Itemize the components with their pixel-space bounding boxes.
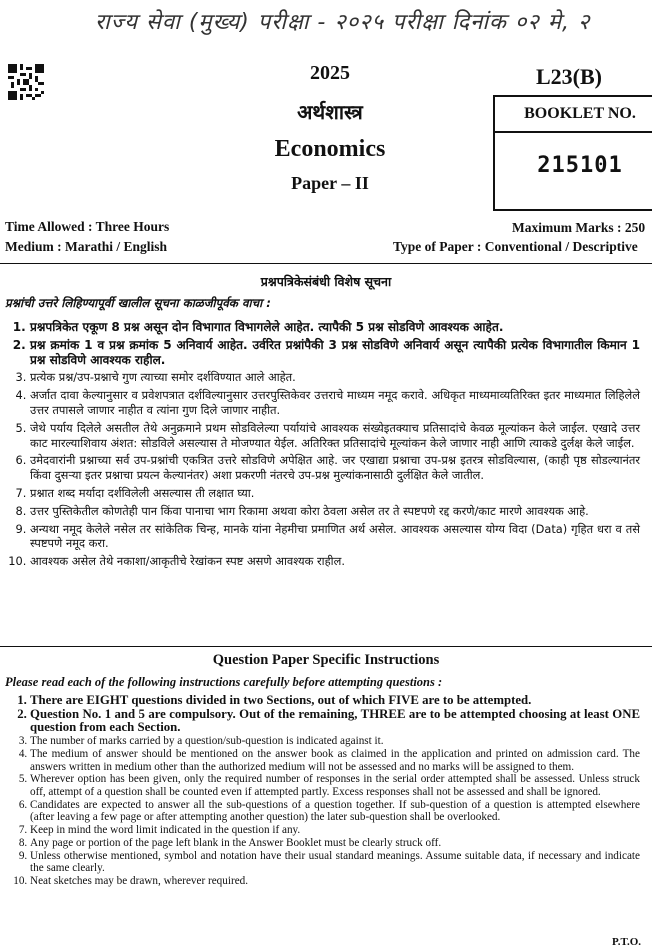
list-item: 6. उमेदवारांनी प्रश्नाच्या सर्व उप-प्रश्नांची एकत्रित उत्तरे सोडविणे अपेक्षित आहे. जर एखाद्या प्रश्नाचा उप-प्रश्न इतरत्र सोडविल्यास, (काही पृष्ठ सोडल्यानंतर किंवा दुसऱ्या इतर प्रश्नाचा प्रयत्न केल्यानंतर) अशा प्रकरणी नंतरचे उप-प्रश्न मुल्यांकनासाठी दुर्लक्षित केले जातील. xyxy=(30,453,640,483)
english-instructions-heading: Question Paper Specific Instructions xyxy=(212,652,440,668)
time-allowed: Time Allowed : Three Hours xyxy=(5,219,170,234)
list-item: 8. Any page or portion of the page left blank in the Answer Booklet must be clearly struck off. xyxy=(30,837,640,849)
list-item: 7. Keep in mind the word limit indicated in the question if any. xyxy=(30,824,640,836)
list-item: 2. Question No. 1 and 5 are compulsory. Out of the remaining, THREE are to be attempted choosing at least ONE question from each Section. xyxy=(30,708,640,735)
paper-number: Paper – II xyxy=(291,173,369,193)
divider-top xyxy=(0,263,652,264)
subject-title-marathi: अर्थशास्त्र xyxy=(297,100,363,124)
list-item: 1. प्रश्नपत्रिकेत एकूण 8 प्रश्न असून दोन विभागात विभागलेले आहेत. त्यापैकी 5 प्रश्न सोडविणे आवश्यक आहेत. xyxy=(30,320,640,335)
booklet-number: 215101 xyxy=(537,153,623,178)
exam-year: 2025 xyxy=(310,62,350,84)
list-item: 9. अन्यथा नमूद केलेले नसेल तर सांकेतिक चिन्ह, मानके यांना नेहमीचा प्रमाणित अर्थ असेल. आवश्यक असल्यास योग्य विदा (Data) गृहित धरा व तसे स्पष्टपणे नमूद करा. xyxy=(30,522,640,552)
list-item: 3. The number of marks carried by a question/sub-question is indicated against it. xyxy=(30,735,640,747)
list-item: 10. आवश्यक असेल तेथे नकाशा/आकृतीचे रेखांकन स्पष्ट असणे आवश्यक राहील. xyxy=(30,554,640,569)
list-item: 1. There are EIGHT questions divided in two Sections, out of which FIVE are to be attempted. xyxy=(30,694,640,707)
list-item: 5. Wherever option has been given, only the required number of responses in the serial order attempted shall be assessed. Unless struck off, attempt of a question shall be counted even if attempted partly. Excess responses shall not be assessed and shall be ignored. xyxy=(30,773,640,798)
marathi-instructions-intro: प्रश्नांची उत्तरे लिहिण्यापूर्वी खालील सूचना काळजीपूर्वक वाचा : xyxy=(5,296,271,310)
qr-code-icon xyxy=(8,64,44,100)
list-item: 8. उत्तर पुस्तिकेतील कोणतेही पान किंवा पानाचा भाग रिकामा अथवा कोरा ठेवला असेल तर ते स्पष्टपणे रद्द करणे/काट मारणे आवश्यक आहे. xyxy=(30,504,640,519)
list-item: 4. अर्जात दावा केल्यानुसार व प्रवेशपत्रात दर्शविल्यानुसार उत्तरपुस्तिकेवर उत्तराचे माध्यम नमूद करावे. अधिकृत माध्यमाव्यतिरिक्त इतर माध्यमात लिहिलेले उत्तर तपासले जाणार नाहीत व त्यांना गुण दिले जाणार नाहीत. xyxy=(30,388,640,418)
marathi-instructions-heading: प्रश्नपत्रिकेसंबंधी विशेष सूचना xyxy=(260,274,392,289)
maximum-marks: Maximum Marks : 250 xyxy=(512,220,646,235)
list-item: 3. प्रत्येक प्रश्न/उप-प्रश्नाचे गुण त्याच्या समोर दर्शविण्यात आले आहेत. xyxy=(30,370,640,385)
english-instructions-intro: Please read each of the following instructions carefully before attempting questions : xyxy=(5,675,443,689)
medium: Medium : Marathi / English xyxy=(5,239,168,254)
list-item: 6. Candidates are expected to answer all the sub-questions of a question together. If sub-question of a question is attempted elsewhere (after leaving a few page or after attempting another question) the later sub-question shall be overlooked. xyxy=(30,799,640,824)
subject-title-english: Economics xyxy=(274,136,386,162)
type-of-paper: Type of Paper : Conventional / Descriptive xyxy=(393,239,638,254)
paper-code: L23(B) xyxy=(536,64,602,89)
booklet-label: BOOKLET NO. xyxy=(495,97,652,133)
list-item: 4. The medium of answer should be mentioned on the answer book as claimed in the application and printed on admission card. The answers written in medium other than the authorized medium will not be assessed and no marks will be assigned to them. xyxy=(30,748,640,773)
booklet-box xyxy=(493,95,652,211)
marathi-instructions-list xyxy=(0,320,640,572)
list-item: 2. प्रश्न क्रमांक 1 व प्रश्न क्रमांक 5 अनिवार्य आहेत. उर्वरित प्रश्नांपैकी 3 प्रश्न सोडविणे अनिवार्य असून त्यापैकी प्रत्येक विभागातील किमान 1 प्रश्न सोडविणे आवश्यक राहील. xyxy=(30,338,640,368)
handwritten-note: राज्य सेवा (मुख्य) परीक्षा - २०२५ परीक्षा दिनांक ०२ मे, २ xyxy=(95,10,591,35)
divider-middle xyxy=(0,646,652,647)
english-instructions-list xyxy=(0,694,640,888)
list-item: 7. प्रश्नात शब्द मर्यादा दर्शविलेली असल्यास ती लक्षात घ्या. xyxy=(30,486,640,501)
list-item: 9. Unless otherwise mentioned, symbol and notation have their usual standard meanings. Assume suitable data, if necessary and indicate the same clearly. xyxy=(30,850,640,875)
list-item: 5. जेथे पर्याय दिलेले असतील तेथे अनुक्रमाने प्रथम सोडविलेल्या पर्यायांचे आवश्यक संख्येइतक्याच प्रतिसादांचे केवळ मूल्यांकन केले जाईल. एखादे उत्तर काट मारल्याशिवाय अंशत: सोडविले असल्यास ते मोजण्यात येईल. अतिरिक्त प्रतिसादांचे मूल्यांकन केले जाणार नाही आणि त्याकडे दुर्लक्ष केले जाईल. xyxy=(30,421,640,451)
please-turn-over: P.T.O. xyxy=(612,936,642,948)
list-item: 10. Neat sketches may be drawn, wherever required. xyxy=(30,875,640,887)
